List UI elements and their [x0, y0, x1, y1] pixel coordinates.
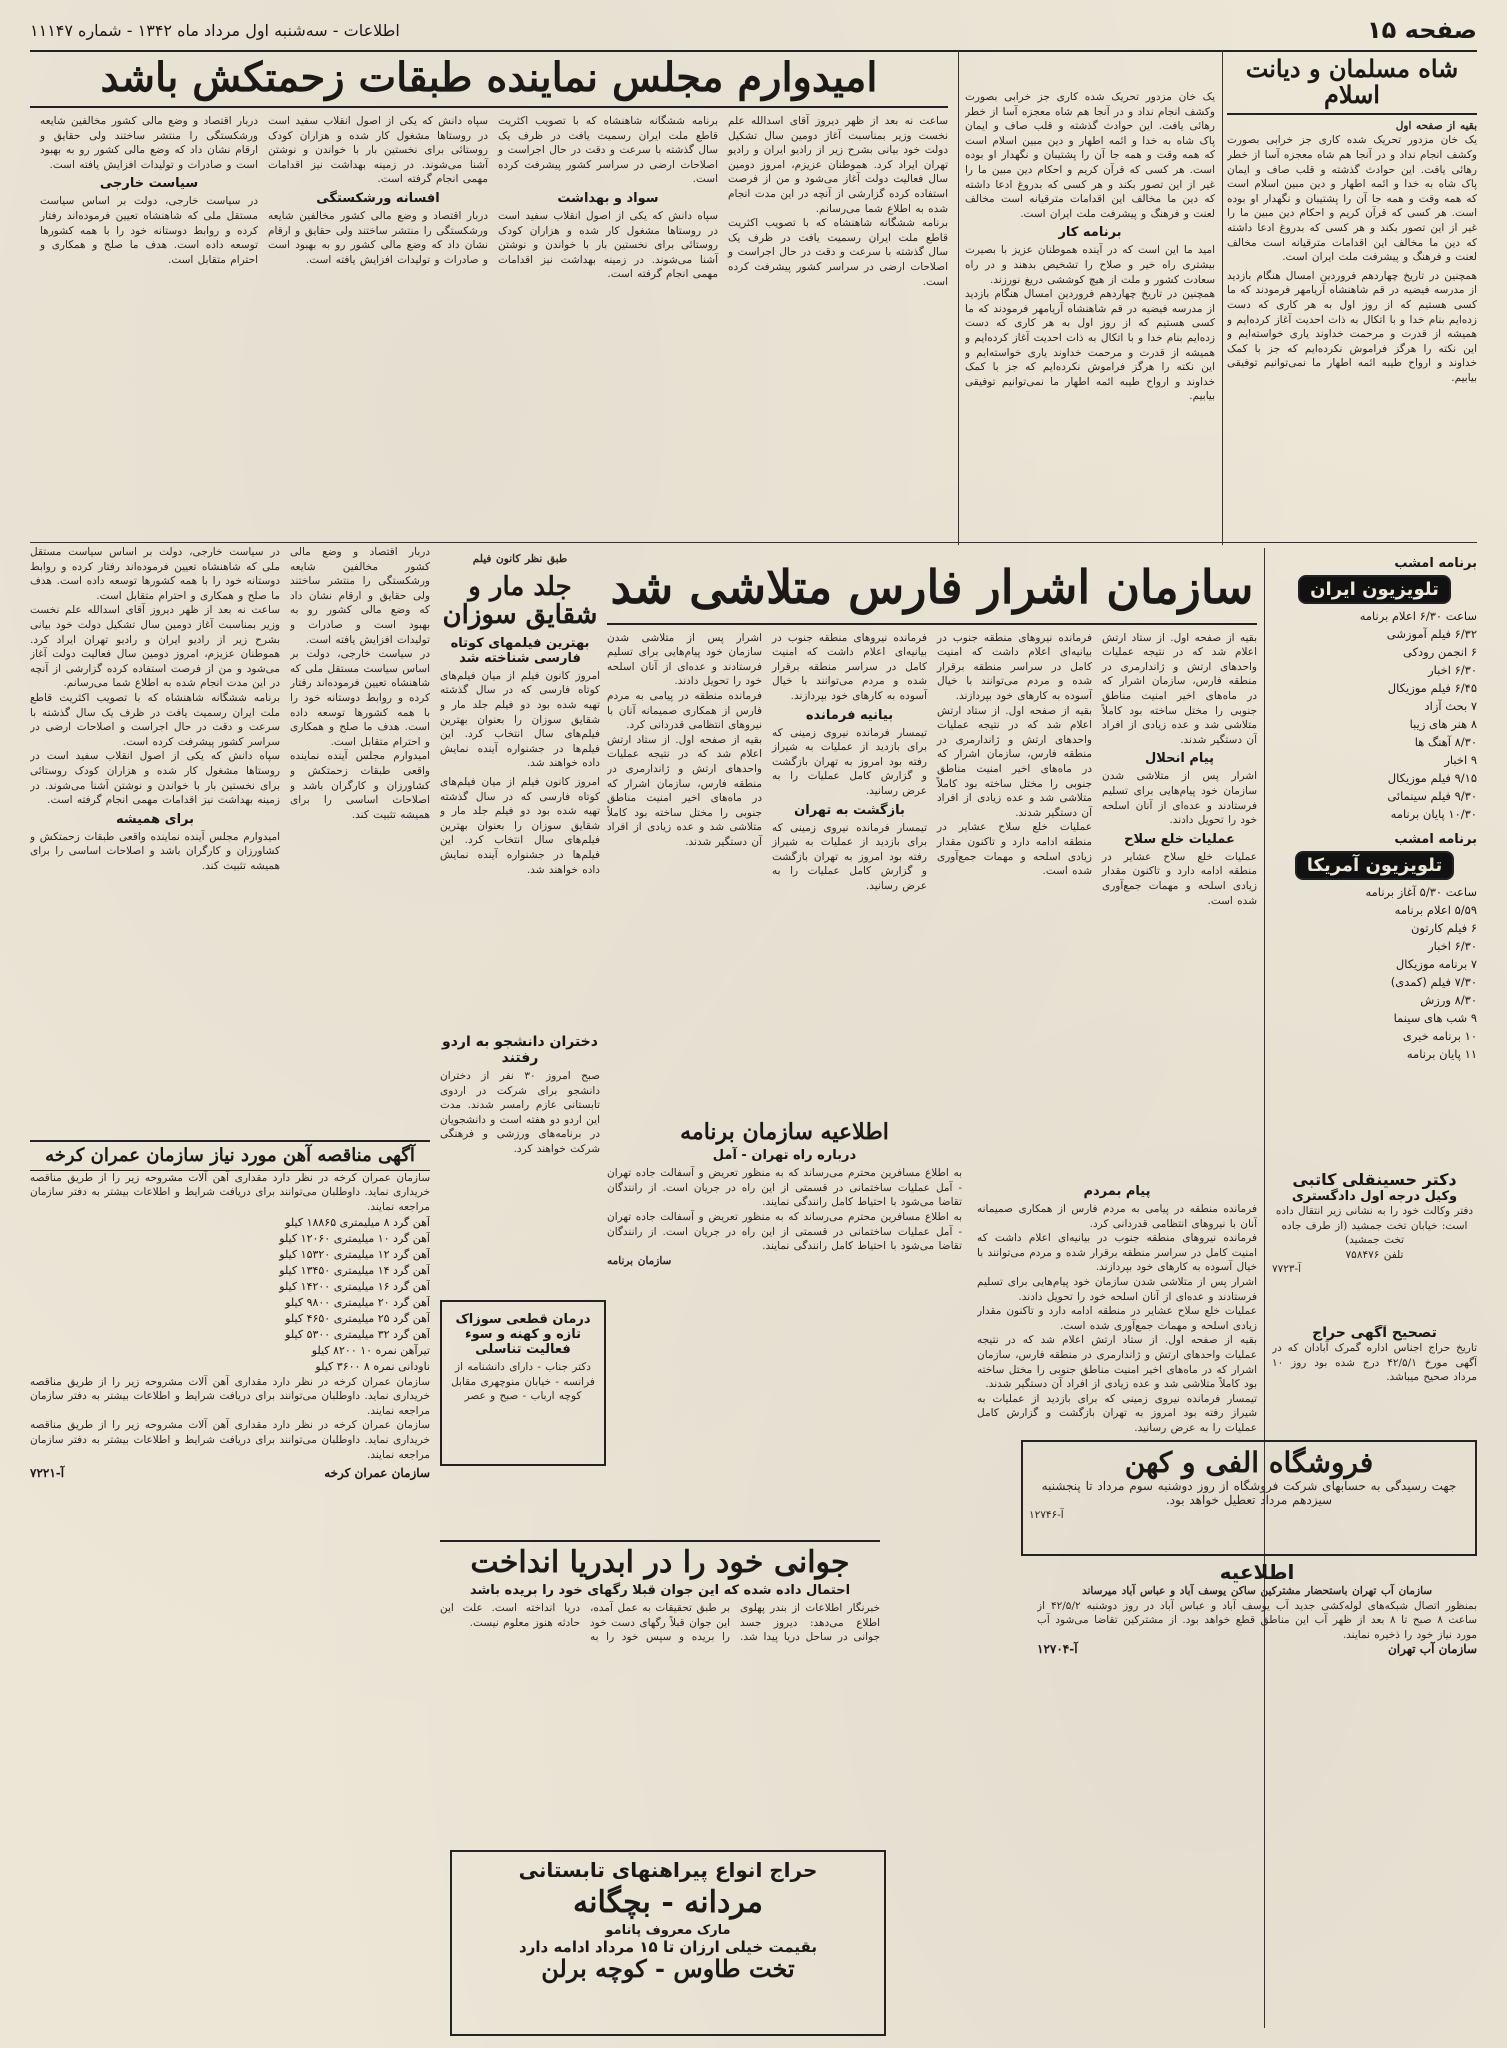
majles-body-4c: دربار اقتصاد و وضع مالی کشور مخالفین شایعه ورشکستگی را منتشر ساختند ولی حقایق و ارقام نشان داد که وضع مالی کشور رو به بهبود است و صادرات و تولیدات افزایش یافته است. — [290, 546, 430, 646]
majles-body-6b: امیدوارم مجلس آینده نماینده واقعی طبقات زحمتکش و کشاورزان و کارگران باشد و اصلاحات اساسی را برای همیشه تثبیت کند. — [290, 750, 430, 821]
tv-list-item: ۱۰/۳۰ پایان برنامه — [1390, 807, 1477, 821]
majles-col-4 — [40, 114, 258, 289]
ad-tender-items — [30, 1215, 430, 1375]
tv-tonight-label: برنامه امشب — [1394, 556, 1477, 571]
majles-body-5: در سیاست خارجی، دولت بر اساس سیاست مستقل ملی که شاهنشاه تعیین فرموده‌اند رفتار کرده و روابط دوستانه خود را با همه کشورها توسعه داده است. هدف ما صلح و همکاری و احترام متقابل است. — [40, 195, 258, 266]
tv-list-item: ۸ هنر های زیبا — [1409, 717, 1477, 731]
doctor-phone: تلفن ۷۵۸۴۷۶ — [1345, 1248, 1404, 1261]
majles-body-1: ساعت نه بعد از ظهر دیروز آقای اسدالله علم نخست وزیر بمناسبت آغاز دومین سال تشکیل دولت خود بیانی بشرح زیر از رادیو ایران و رادیو تهران ایراد کرد. هموطنان عزیزم، امروز دومین سال فعالیت دولت آغاز می‌شود و من از فرصت استفاده کرده گزارشی از آنچه در این مدت انجام شده به اطلاع شما می‌رسانم. — [728, 115, 948, 215]
fars-sub-2: بازگشت به تهران — [794, 802, 905, 818]
masthead — [30, 10, 1477, 52]
fars-col-4 — [607, 631, 762, 909]
majles-body-2b: برنامه ششگانه شاهنشاه که با تصویب اکثریت قاطع ملت ایران رسمیت یافت در ظرف یک سال گذشته با سرعت و دقت در حال اجراست و اصلاحات ارضی در سراسر کشور پیشرفت کرده است. — [498, 115, 718, 186]
tv-logo-america: تلویزیون آمریکا — [1295, 851, 1455, 880]
issue-line: اطلاعات - سه‌شنبه اول مرداد ماه ۱۳۴۲ - شماره ۱۱۱۴۷ — [30, 20, 400, 40]
fars-body-2c: فرمانده نیروهای منطقه جنوب در بیانیه‌ای اعلام داشت که امنیت کامل در سراسر منطقه برقرار شده و مردم می‌توانند با خیال آسوده به کارهای خود بپردازند. — [977, 1232, 1257, 1274]
water-notice — [1037, 1560, 1477, 2020]
tv-list-item: ساعت ۵/۳۰ آغاز برنامه — [1365, 885, 1477, 899]
section-rule — [30, 542, 1477, 543]
program-notice-body: به اطلاع مسافرین محترم می‌رساند که به منظور تعریض و آسفالت جاده تهران - آمل عملیات ساختمانی در قسمتی از این راه در جریان است. از رانندگان تقاضا می‌شود با احتیاط کامل رانندگی نمایند. — [607, 1167, 962, 1209]
tv-list-item: ۷ برنامه موزیکال — [1395, 957, 1477, 971]
tender-item: آهن گرد ۱۲ میلیمتری ۱۵۳۲۰ کیلو — [279, 1247, 430, 1261]
fars-body-3: تیمسار فرمانده نیروی زمینی که برای بازدید از عملیات به شیراز رفته بود امروز به تهران بازگشت و گزارش کامل عملیات را به عرض رسانید. — [772, 821, 927, 892]
column-rule — [958, 50, 959, 545]
fars-sub-5: پیام بمردم — [1083, 1184, 1151, 1199]
tv-list-item: ۱۰ برنامه خبری — [1402, 1029, 1477, 1043]
article-shah-cont — [965, 56, 1215, 546]
majles-body-5c: در سیاست خارجی، دولت بر اساس سیاست مستقل ملی که شاهنشاه تعیین فرموده‌اند رفتار کرده و روابط دوستانه خود را با همه کشورها توسعه داده است. هدف ما صلح و همکاری و احترام متقابل است. — [290, 648, 430, 748]
ad-tender-body-2: سازمان عمران کرخه در نظر دارد مقداری آهن آلات مشروحه زیر را از طریق مناقصه خریداری نماید. داوطلبان می‌توانند برای دریافت شرایط و اطلاعات بیشتر به دفتر سازمان مراجعه نمایند. — [30, 1375, 430, 1417]
majles-body-4b: دربار اقتصاد و وضع مالی کشور مخالفین شایعه ورشکستگی را منتشر ساختند ولی حقایق و ارقام نشان داد که وضع مالی کشور رو به بهبود است و صادرات و تولیدات افزایش یافته است. — [40, 115, 258, 171]
shop-ref: آ-۱۲۷۴۶ — [1029, 1508, 1064, 1521]
fars-sub-1: بیانیه فرمانده — [805, 707, 894, 723]
fars-body-5: عملیات خلع سلاح عشایر در منطقه ادامه دارد و تاکنون مقدار زیادی اسلحه و مهمات جمع‌آوری شده است. — [1102, 850, 1257, 907]
ad-tender — [30, 1140, 430, 1840]
tender-item: آهن گرد ۸ میلیمتری ۱۸۸۶۵ کیلو — [285, 1215, 430, 1229]
tv-list-item: ۱۱ پایان برنامه — [1406, 1047, 1477, 1061]
article-shah — [1227, 56, 1477, 526]
fars-body-3b: تیمسار فرمانده نیروی زمینی که برای بازدید از عملیات به شیراز رفته بود امروز به تهران بازگشت و گزارش کامل عملیات را به عرض رسانید. — [772, 726, 927, 797]
film-subtitle: بهترین فیلمهای کوتاه فارسی شناخته شد — [450, 635, 590, 666]
majles-sub-3: سیاست خارجی — [99, 176, 199, 192]
majles-body-3b: سپاه دانش که یکی از اصول انقلاب سفید است در روستاها مشغول کار شده و هزاران کودک روستائی برای نخستین بار با خواندن و نوشتن آشنا می‌شوند. در زمینه بهداشت نیز اقدامات مهمی انجام گرفته است. — [268, 115, 488, 186]
program-notice-subtitle: درباره راه تهران - آمل — [712, 1148, 857, 1164]
majles-columns — [30, 114, 948, 289]
ad-tender-footer: سازمان عمران کرخه — [324, 1466, 430, 1481]
students-article — [440, 1030, 600, 1160]
tender-item: آهن گرد ۲۰ میلیمتری ۹۸۰۰ کیلو — [285, 1295, 430, 1309]
tender-item: آهن گرد ۱۰ میلیمتری ۱۲۰۶۰ کیلو — [279, 1231, 430, 1245]
tv-list-item: ۵/۵۹ اعلام برنامه — [1394, 903, 1477, 917]
film-body: امروز کانون فیلم از میان فیلم‌های کوتاه فارسی که در سال گذشته تهیه شده بود دو فیلم جلد مار و شقایق سوزان را بعنوان بهترین فیلم‌های سال انتخاب کرد. این فیلم‌ها در جشنواره آینده نمایش داده خواهند شد. — [440, 669, 600, 770]
shah-body-2: همچنین در تاریخ چهاردهم فروردین امسال هنگام بازدید از مدرسه فیضیه در قم شاهنشاه آریامهر فرمودند که ما کسی هستیم که از روز اول به هر کاری که دست زده‌ایم بنام خدا و با اتکال به ذات احدیت آغاز کرده‌ایم و همیشه از قدرت و مرحمت خداوند یاری خواسته‌ایم و این نکته را هرگز فراموش نکرده‌ایم که جز با کمک خداوند و ارواح طیبه ائمه اطهار ما نمی‌توانیم توفیقی بیابیم. — [1227, 269, 1477, 384]
tv-list-item: ۷/۳۰ فیلم (کمدی) — [1390, 975, 1477, 989]
correction-body: تاریخ حراج اجناس اداره گمرک آبادان که در آگهی مورخ ۴۲/۵/۱ درج شده بود روز ۱۰ مرداد صحیح میباشد. — [1272, 1342, 1477, 1384]
majles-body-2: برنامه ششگانه شاهنشاه که با تصویب اکثریت قاطع ملت ایران رسمیت یافت در ظرف یک سال گذشته با سرعت و دقت در حال اجراست و اصلاحات ارضی در سراسر کشور پیشرفت کرده است. — [728, 217, 948, 288]
majles-sub-4: برای همیشه — [115, 811, 194, 827]
film-title: جلد مار و شقایق سوزان — [442, 571, 598, 631]
tv-list-item: ۹ اخبار — [1444, 753, 1477, 767]
ad-tender-body: سازمان عمران کرخه در نظر دارد مقداری آهن آلات مشروحه زیر را از طریق مناقصه خریداری نماید. داوطلبان می‌توانند برای دریافت شرایط و اطلاعات بیشتر به دفتر سازمان مراجعه نمایند. — [30, 1171, 430, 1213]
majles-body-6: امیدوارم مجلس آینده نماینده واقعی طبقات زحمتکش و کشاورزان و کارگران باشد و اصلاحات اساسی را برای همیشه تثبیت کند. — [30, 830, 280, 872]
shop-title: فروشگاه الفی و کهن — [1124, 1446, 1374, 1479]
fars-body-4: اشرار پس از متلاشی شدن سازمان خود پیام‌هایی برای تسلیم فرستادند و عده‌ای از آنان اسلحه خود را تحویل دادند. — [1102, 770, 1257, 827]
tender-item: آهن گرد ۱۴ میلیمتری ۱۳۴۵۰ کیلو — [279, 1263, 430, 1277]
program-notice — [607, 1120, 962, 1540]
fars-body-6b: فرمانده منطقه در پیامی به مردم فارس از همکاری صمیمانه آنان با نیروهای انتظامی قدردانی کرد. — [607, 689, 762, 732]
article-fars — [607, 552, 1257, 1172]
ad-tender-title: آگهی مناقصه آهن مورد نیاز سازمان عمران کرخه — [30, 1140, 430, 1171]
doctor-title: دکتر حسینقلی کاتبی — [1292, 1170, 1457, 1189]
majles-sub-2: افسانه ورشکستگی — [316, 190, 440, 206]
page-number: صفحه ۱۵ — [1367, 16, 1477, 44]
program-notice-title: اطلاعیه سازمان برنامه — [680, 1120, 889, 1145]
doctor-line2: وکیل درجه اول دادگستری — [1291, 1189, 1458, 1204]
fars-body-1d: بقیه از صفحه اول. از ستاد ارتش اعلام شد که در نتیجه عملیات واحدهای ارتش و ژاندارمری در منطقه فارس، سازمان اشرار که در ماه‌های اخیر امنیت مناطق جنوبی را مختل ساخته بود کاملاً متلاشی شد و عده زیادی از افراد آن دستگیر شدند. — [977, 1334, 1257, 1391]
students-body: صبح امروز ۳۰ نفر از دختران دانشجو برای شرکت در اردوی تابستانی عازم رامسر شدند. مدت این اردو دو هفته است و دانشجویان در برنامه‌های ورزشی و فرهنگی شرکت خواهند کرد. — [440, 1070, 600, 1155]
program-notice-footer: سازمان برنامه — [607, 1254, 672, 1267]
column-rule — [1222, 50, 1223, 545]
film-kicker: طبق نظر کانون فیلم — [472, 553, 568, 565]
fars-body-4c: اشرار پس از متلاشی شدن سازمان خود پیام‌هایی برای تسلیم فرستادند و عده‌ای از آنان اسلحه خود را تحویل دادند. — [977, 1275, 1257, 1303]
fars-body-5b: عملیات خلع سلاح عشایر در منطقه ادامه دارد و تاکنون مقدار زیادی اسلحه و مهمات جمع‌آوری شده است. — [937, 821, 1092, 878]
correction-title: تصحیح آگهی حراج — [1312, 1325, 1437, 1341]
fars-sub-3: پیام انحلال — [1145, 751, 1214, 767]
fars-body-1b: بقیه از صفحه اول. از ستاد ارتش اعلام شد که در نتیجه عملیات واحدهای ارتش و ژاندارمری در منطقه فارس، سازمان اشرار که در ماه‌های اخیر امنیت مناطق جنوبی را مختل ساخته بود کاملاً متلاشی شد و عده زیادی از افراد آن دستگیر شدند. — [937, 704, 1092, 819]
shop-body: جهت رسیدگی به حسابهای شرکت فروشگاه از روز دوشنبه سوم مرداد تا پنجشنبه سیزدهم مرداد تعطیل خواهد بود. — [1041, 1478, 1457, 1508]
tv-list-abadan — [1272, 884, 1477, 1064]
tender-item: تیرآهن نمره ۱۰ ۸۲۰۰ کیلو — [311, 1343, 430, 1357]
fars-col-2 — [937, 631, 1092, 909]
majles-body-5b: در سیاست خارجی، دولت بر اساس سیاست مستقل ملی که شاهنشاه تعیین فرموده‌اند رفتار کرده و روابط دوستانه خود را با همه کشورها توسعه داده است. هدف ما صلح و همکاری و احترام متقابل است. — [30, 546, 280, 602]
youth-headline: جوانی خود را در ابدریا انداخت — [440, 1540, 880, 1579]
youth-body: خبرنگار اطلاعات از بندر پهلوی اطلاع می‌دهد: دیروز جسد جوانی در ساحل دریا پیدا شد. بر طبق تحقیقات به عمل آمده، این جوان قبلاً رگهای دست خود را بریده و سپس خود را به دریا انداخته است. علت این حادثه هنوز معلوم نیست. — [440, 1602, 880, 1644]
tv-list-item: ۶/۳۰ اخبار — [1428, 939, 1477, 953]
water-footer-row — [1037, 1642, 1477, 1656]
tv-list-item: ۹ شب های سینما — [1393, 1011, 1477, 1025]
majles-continued-2 — [290, 545, 430, 1135]
water-footer: سازمان آب تهران — [1387, 1642, 1477, 1657]
ad-auction-line3: مارک معروف پانامو — [605, 1923, 731, 1938]
fars-body-1c: بقیه از صفحه اول. از ستاد ارتش اعلام شد که در نتیجه عملیات واحدهای ارتش و ژاندارمری در منطقه فارس، سازمان اشرار که در ماه‌های اخیر امنیت مناطق جنوبی را مختل ساخته بود کاملاً متلاشی شد و عده زیادی از افراد آن دستگیر شدند. — [607, 733, 762, 848]
majles-body-3c: سپاه دانش که یکی از اصول انقلاب سفید است در روستاها مشغول کار شده و هزاران کودک روستائی برای نخستین بار با خواندن و نوشتن آشنا می‌شوند. در زمینه بهداشت نیز اقدامات مهمی انجام گرفته است. — [30, 750, 280, 807]
ad-medical-body: دکتر جناب - دارای دانشنامه از فرانسه - خیابان منوچهری مقابل کوچه ارباب - صبح و عصر — [451, 1361, 595, 1403]
fars-body-2b: فرمانده نیروهای منطقه جنوب در بیانیه‌ای اعلام داشت که امنیت کامل در سراسر منطقه برقرار شده و مردم می‌توانند با خیال آسوده به کارهای خود بپردازند. — [772, 631, 927, 702]
ad-tender-body-3: سازمان عمران کرخه در نظر دارد مقداری آهن آلات مشروحه زیر را از طریق مناقصه خریداری نماید. داوطلبان می‌توانند برای دریافت شرایط و اطلاعات بیشتر به دفتر سازمان مراجعه نمایند. — [30, 1419, 430, 1461]
shah-subtitle: برنامه کار — [1058, 225, 1122, 241]
tender-item: ناودانی نمره ۸ ۳۶۰۰ کیلو — [315, 1359, 430, 1373]
ad-auction-line4: بقیمت خیلی ارزان تا ۱۵ مرداد ادامه دارد — [519, 1938, 817, 1956]
majles-col-3 — [268, 114, 488, 289]
ad-auction-line5: تخت طاوس - کوچه برلن — [541, 1954, 795, 1983]
film-body-2: امروز کانون فیلم از میان فیلم‌های کوتاه فارسی که در سال گذشته تهیه شده بود دو فیلم جلد مار و شقایق سوزان را بعنوان بهترین فیلم‌های سال انتخاب کرد. این فیلم‌ها در جشنواره آینده نمایش داده خواهند شد. — [440, 775, 600, 876]
ad-tender-footer-row — [30, 1466, 430, 1480]
fars-col-1 — [1102, 631, 1257, 909]
tv-list-item: ۶/۴۵ فیلم موزیکال — [1387, 681, 1477, 695]
fars-body-4b: اشرار پس از متلاشی شدن سازمان خود پیام‌هایی برای تسلیم فرستادند و عده‌ای از آنان اسلحه خود را تحویل دادند. — [607, 631, 762, 688]
doctor-body: دفتر وکالت خود را به نشانی زیر انتقال داده است: خیابان تخت جمشید (از طرف جاده تخت جمشید) — [1275, 1205, 1474, 1247]
shah-body-2b: یک خان مزدور تحریک شده کاری جز خرابی بصورت وکشف انجام نداد و در آنجا هم شاه معجزه آسا از خطر رهائی یافت. این حوادث گذشته و قلب صاف و ایمان پاک شاه به خدا و ائمه اطهار و دین مبین اسلام است که همه وقت و همه جا آن را پشتیبان و نگهدار او بوده است. هر کسی که قرآن کریم و احکام دین مبین ما را غیر از این تصور بکند و هر کسی که بدروغ ادعا داشته که دین ما مخالف این اقدامات مترقیانه است مخالف لعنت و فرهنگ و پیشرفت ملت ایران است. — [965, 91, 1215, 220]
tender-item: آهن گرد ۳۲ میلیمتری ۵۳۰۰ کیلو — [285, 1327, 430, 1341]
majles-body-4: دربار اقتصاد و وضع مالی کشور مخالفین شایعه ورشکستگی را منتشر ساختند ولی حقایق و ارقام نشان داد که وضع مالی کشور رو به بهبود است و صادرات و تولیدات افزایش یافته است. — [268, 209, 488, 266]
ad-shop — [1021, 1440, 1477, 1556]
ad-medical — [440, 1300, 606, 1466]
fars-body-5c: عملیات خلع سلاح عشایر در منطقه ادامه دارد و تاکنون مقدار زیادی اسلحه و مهمات جمع‌آوری شده است. — [977, 1305, 1257, 1332]
ad-auction-title: حراج انواع پیراهنهای تابستانی — [518, 1858, 818, 1882]
tv-list-item: ۹/۳۰ فیلم سینمائی — [1387, 789, 1477, 803]
tv-list-item: ۶/۳۲ فیلم آموزشی — [1386, 627, 1477, 641]
youth-subtitle: احتمال داده شده که این جوان قبلا رگهای خود را بریده باشد — [469, 1583, 851, 1598]
headline-majles: امیدوارم مجلس نماینده طبقات زحمتکش باشد — [30, 56, 948, 108]
fars-columns — [607, 631, 1257, 909]
fars-col-3 — [772, 631, 927, 909]
fars-sub-4: عملیات خلع سلاح — [1124, 831, 1235, 847]
doctor-ref: آ-۷۷۲۳ — [1272, 1263, 1302, 1276]
water-ref: آ-۱۲۷۰۴ — [1037, 1642, 1078, 1657]
tv-logo-iran: تلویزیون ایران — [1298, 575, 1451, 604]
film-article — [440, 552, 600, 1022]
fars-body-1: بقیه از صفحه اول. از ستاد ارتش اعلام شد که در نتیجه عملیات واحدهای ارتش و ژاندارمری در منطقه فارس، سازمان اشرار که در ماه‌های اخیر امنیت مناطق جنوبی را مختل ساخته بود کاملاً متلاشی شد و عده زیادی از افراد آن دستگیر شدند. — [1102, 631, 1257, 746]
water-body: بمنظور اتصال شبکه‌های لوله‌کشی جدید آب یوسف آباد و عباس آباد در روز دوشنبه ۴۲/۵/۲ از ساعت ۸ صبح تا ۸ بعد از ظهر آب این مناطق قطع خواهد بود. از مشترکین تقاضا می‌شود آب مورد نیاز خود را ذخیره نمایند. — [1037, 1599, 1477, 1641]
tender-item: آهن گرد ۲۵ میلیمتری ۴۶۵۰ کیلو — [285, 1311, 430, 1325]
tv-listings — [1272, 552, 1477, 1162]
headline-fars: سازمان اشرار فارس متلاشی شد — [607, 552, 1257, 625]
ad-auction — [450, 1850, 886, 2036]
tv-list-item: ۷ بحث آزاد — [1424, 699, 1477, 713]
correction-notice — [1272, 1325, 1477, 1430]
tv-list-tehran — [1272, 608, 1477, 824]
ad-auction-line2: مردانه - بچگانه — [573, 1885, 763, 1920]
tv-list-item: ۶ انجمن رودکی — [1402, 645, 1477, 659]
ad-tender-ref: آ-۷۲۲۱ — [30, 1466, 65, 1481]
ad-medical-title: درمان قطعی سوزاک تازه و کهنه و سوء فعالیت تناسلی — [455, 1312, 591, 1357]
shah-body-1: یک خان مزدور تحریک شده کاری جز خرابی بصورت وکشف انجام نداد و در آنجا هم شاه معجزه آسا از خطر رهائی یافت. این حوادث گذشته و قلب صاف و ایمان پاک شاه به خدا و ائمه اطهار و دین مبین اسلام است که همه وقت و همه جا آن را پشتیبان و نگهدار او بوده است. هر کسی که قرآن کریم و احکام دین مبین ما را غیر از این تصور بکند و هر کسی که بدروغ ادعا داشته که دین ما مخالف این اقدامات مترقیانه است مخالف لعنت و فرهنگ و پیشرفت ملت ایران است. — [1227, 134, 1477, 264]
water-line2: سازمان آب تهران باستحضار مشترکین ساکن یوسف آباد و عباس آباد میرساند — [1081, 1585, 1433, 1597]
tv-list-item: ۸/۳۰ ورزش — [1420, 993, 1477, 1007]
article-youth — [440, 1540, 880, 1780]
tv-list-item: ساعت ۶/۳۰ اعلام برنامه — [1359, 609, 1477, 623]
continuation-label: بقیه از صفحه اول — [1395, 119, 1477, 132]
headline-shah: شاه مسلمان و دیانت اسلام — [1227, 56, 1477, 115]
shah-body-3b: همچنین در تاریخ چهاردهم فروردین امسال هنگام بازدید از مدرسه فیضیه در قم شاهنشاه آریامهر فرمودند که ما کسی هستیم که از روز اول به هر کاری که دست زده‌ایم بنام خدا و با اتکال به ذات احدیت آغاز کرده‌ایم و همیشه از قدرت و مرحمت خداوند یاری خواسته‌ایم و این نکته را هرگز فراموش نکرده‌ایم که جز با کمک خداوند و ارواح طیبه ائمه اطهار ما نمی‌توانیم توفیقی بیابیم. — [965, 288, 1215, 403]
majles-body-3: سپاه دانش که یکی از اصول انقلاب سفید است در روستاها مشغول کار شده و هزاران کودک روستائی برای نخستین بار با خواندن و نوشتن آشنا می‌شوند. در زمینه بهداشت نیز اقدامات مهمی انجام گرفته است. — [498, 209, 718, 281]
tv-list-item: ۹/۱۵ فیلم موزیکال — [1387, 771, 1477, 785]
majles-col-2 — [498, 114, 718, 289]
shah-body-3: امید ما این است که در آینده هموطنان عزیز با بصیرت بیشتری راه خیر و صلاح را تشخیص بدهند و در راه سعادت کشور و ملت از هیچ کوششی دریغ نورزند. — [965, 244, 1215, 286]
majles-body-2c: برنامه ششگانه شاهنشاه که با تصویب اکثریت قاطع ملت ایران رسمیت یافت در ظرف یک سال گذشته با سرعت و دقت در حال اجراست و اصلاحات ارضی در سراسر کشور پیشرفت کرده است. — [30, 691, 280, 748]
majles-sub-1: سواد و بهداشت — [557, 190, 659, 206]
majles-body-1b: ساعت نه بعد از ظهر دیروز آقای اسدالله علم نخست وزیر بمناسبت آغاز دومین سال تشکیل دولت خود بیانی بشرح زیر از رادیو ایران و رادیو تهران ایراد کرد. هموطنان عزیزم، امروز دومین سال فعالیت دولت آغاز می‌شود و من از فرصت استفاده کرده گزارشی از آنچه در این مدت انجام شده به اطلاع شما می‌رسانم. — [30, 604, 280, 690]
majles-col-1 — [728, 114, 948, 289]
fars-body-6: فرمانده منطقه در پیامی به مردم فارس از همکاری صمیمانه آنان با نیروهای انتظامی قدردانی کرد. — [977, 1203, 1257, 1230]
fars-body-2: فرمانده نیروهای منطقه جنوب در بیانیه‌ای اعلام داشت که امنیت کامل در سراسر منطقه برقرار شده و مردم می‌توانند با خیال آسوده به کارهای خود بپردازند. — [937, 631, 1092, 702]
article-majles — [30, 56, 948, 536]
tv-logo-wrap — [1272, 575, 1477, 604]
tender-item: آهن گرد ۱۶ میلیمتری ۱۴۲۰۰ کیلو — [279, 1279, 430, 1293]
tv-list-item: ۸/۳۰ آهنگ ها — [1414, 735, 1477, 749]
fars-body-3c: تیمسار فرمانده نیروی زمینی که برای بازدید از عملیات به شیراز رفته بود امروز به تهران بازگشت و گزارش کامل عملیات را به عرض رسانید. — [977, 1392, 1257, 1434]
tv-list-item: ۶ فیلم کارتون — [1410, 921, 1477, 935]
doctor-card — [1272, 1170, 1477, 1315]
water-title: اطلاعیه — [1219, 1560, 1295, 1584]
students-title: دختران دانشجو به اردو رفتند — [442, 1034, 598, 1066]
tv-tonight-label-2: برنامه امشب — [1394, 832, 1477, 847]
program-notice-body-2: به اطلاع مسافرین محترم می‌رساند که به منظور تعریض و آسفالت جاده تهران - آمل عملیات ساختمانی در قسمتی از این راه در جریان است. از رانندگان تقاضا می‌شود با احتیاط کامل رانندگی نمایند. — [607, 1210, 962, 1253]
tv-list-item: ۶/۳۰ اخبار — [1428, 663, 1477, 677]
majles-continued — [30, 545, 280, 1135]
tv-logo-wrap-2 — [1272, 851, 1477, 880]
